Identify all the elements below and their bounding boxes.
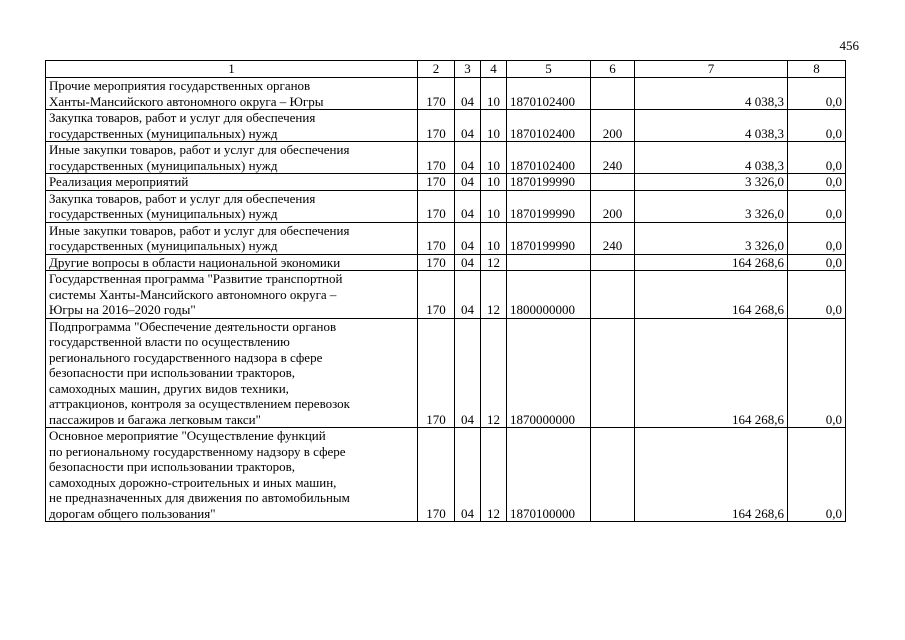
header-cell: 3: [455, 61, 481, 78]
description-cell: [46, 318, 418, 428]
header-cell: 1: [46, 61, 418, 78]
admin-code-cell: 170: [418, 428, 455, 522]
amount-cell: 4 038,3: [635, 142, 788, 174]
header-cell: 5: [507, 61, 591, 78]
admin-code-cell: 170: [418, 318, 455, 428]
subvention-cell: 0,0: [788, 428, 846, 522]
admin-code-cell: 170: [418, 110, 455, 142]
header-cell: 6: [591, 61, 635, 78]
subvention-cell: 0,0: [788, 318, 846, 428]
amount-cell: 164 268,6: [635, 318, 788, 428]
section-cell: 04: [455, 271, 481, 319]
target-article-cell: 1870000000: [507, 318, 591, 428]
amount-cell: 4 038,3: [635, 110, 788, 142]
expense-type-cell: 240: [591, 222, 635, 254]
section-cell: 04: [455, 78, 481, 110]
subsection-cell: 12: [481, 318, 507, 428]
description-line: государственных (муниципальных) нужд: [49, 238, 278, 253]
description-line: государственных (муниципальных) нужд: [49, 157, 278, 173]
page-number: 456: [839, 38, 859, 53]
subsection-cell: 10: [481, 190, 507, 222]
description-line: по региональному государственному надзору в сфере: [49, 443, 346, 459]
subvention-cell: 0,0: [788, 271, 846, 319]
subsection-cell: 10: [481, 78, 507, 110]
subsection-cell: 10: [481, 222, 507, 254]
table-row: [46, 271, 846, 319]
subvention-cell: 0,0: [788, 222, 846, 254]
description-line: безопасности при использовании тракторов,: [49, 459, 296, 474]
subvention-cell: 0,0: [788, 254, 846, 271]
table-row: [46, 142, 846, 174]
description-line: Югры на 2016–2020 годы": [49, 302, 196, 317]
subsection-cell: 12: [481, 254, 507, 271]
subvention-cell: 0,0: [788, 78, 846, 110]
table-row: [46, 174, 846, 191]
admin-code-cell: 170: [418, 254, 455, 271]
header-cell: 2: [418, 61, 455, 78]
amount-cell: 164 268,6: [635, 254, 788, 271]
description-line: Государственная программа "Развитие транспортной: [49, 271, 343, 286]
amount-cell: 164 268,6: [635, 428, 788, 522]
description-line: аттракционов, контроля за осуществлением перевозок: [49, 396, 350, 411]
table-body: [46, 61, 846, 522]
subsection-cell: 12: [481, 428, 507, 522]
admin-code-cell: 170: [418, 190, 455, 222]
description-line: Закупка товаров, работ и услуг для обеспечения: [49, 190, 316, 206]
expense-type-cell: [591, 428, 635, 522]
table-row: [46, 78, 846, 110]
section-cell: 04: [455, 174, 481, 191]
expense-type-cell: [591, 271, 635, 319]
subsection-cell: 12: [481, 271, 507, 319]
admin-code-cell: 170: [418, 174, 455, 191]
amount-cell: 4 038,3: [635, 78, 788, 110]
section-cell: 04: [455, 142, 481, 174]
expense-type-cell: 200: [591, 110, 635, 142]
description-cell: [46, 271, 418, 319]
target-article-cell: 1870102400: [507, 142, 591, 174]
table-row: [46, 222, 846, 254]
table-row: [46, 110, 846, 142]
description-line: государственных (муниципальных) нужд: [49, 206, 278, 221]
table-row: [46, 254, 846, 271]
description-line: государственных (муниципальных) нужд: [49, 125, 278, 141]
description-cell: [46, 254, 418, 271]
subsection-cell: 10: [481, 142, 507, 174]
target-article-cell: 1870100000: [507, 428, 591, 522]
header-cell: 4: [481, 61, 507, 78]
table-row: [46, 318, 846, 428]
description-cell: [46, 142, 418, 174]
subsection-cell: 10: [481, 174, 507, 191]
description-line: Ханты-Мансийского автономного округа – Югры: [49, 93, 324, 109]
target-article-cell: 1870102400: [507, 110, 591, 142]
amount-cell: 164 268,6: [635, 271, 788, 319]
target-article-cell: 1870199990: [507, 174, 591, 191]
table-row: [46, 428, 846, 522]
description-line: Подпрограмма "Обеспечение деятельности органов: [49, 318, 337, 334]
description-line: безопасности при использовании тракторов,: [49, 365, 296, 380]
target-article-cell: [507, 254, 591, 271]
description-line: государственной власти по осуществлению: [49, 334, 290, 349]
budget-table: [45, 60, 846, 522]
expense-type-cell: [591, 174, 635, 191]
description-cell: [46, 78, 418, 110]
target-article-cell: 1800000000: [507, 271, 591, 319]
description-line: пассажиров и багажа легковым такси": [49, 411, 261, 427]
admin-code-cell: 170: [418, 78, 455, 110]
amount-cell: 3 326,0: [635, 190, 788, 222]
description-cell: [46, 110, 418, 142]
table-row: [46, 190, 846, 222]
table-header-row: [46, 61, 846, 78]
description-line: не предназначенных для движения по автомобильным: [49, 490, 350, 505]
description-cell: [46, 174, 418, 191]
target-article-cell: 1870199990: [507, 222, 591, 254]
section-cell: 04: [455, 428, 481, 522]
description-line: самоходных машин, других видов техники,: [49, 380, 289, 396]
description-line: Реализация мероприятий: [49, 174, 189, 189]
subsection-cell: 10: [481, 110, 507, 142]
expense-type-cell: 240: [591, 142, 635, 174]
header-cell: 7: [635, 61, 788, 78]
admin-code-cell: 170: [418, 222, 455, 254]
section-cell: 04: [455, 222, 481, 254]
expense-type-cell: [591, 254, 635, 271]
description-line: системы Ханты-Мансийского автономного округа –: [49, 286, 337, 302]
section-cell: 04: [455, 190, 481, 222]
header-cell: 8: [788, 61, 846, 78]
description-cell: [46, 428, 418, 522]
expense-type-cell: [591, 318, 635, 428]
amount-cell: 3 326,0: [635, 174, 788, 191]
description-line: Другие вопросы в области национальной экономики: [49, 254, 341, 270]
description-line: регионального государственного надзора в сфере: [49, 349, 323, 365]
description-cell: [46, 190, 418, 222]
subvention-cell: 0,0: [788, 142, 846, 174]
section-cell: 04: [455, 110, 481, 142]
description-cell: [46, 222, 418, 254]
description-line: Иные закупки товаров, работ и услуг для обеспечения: [49, 222, 350, 238]
section-cell: 04: [455, 318, 481, 428]
subvention-cell: 0,0: [788, 174, 846, 191]
admin-code-cell: 170: [418, 142, 455, 174]
description-line: Основное мероприятие "Осуществление функций: [49, 428, 326, 443]
description-line: Закупка товаров, работ и услуг для обеспечения: [49, 110, 316, 125]
amount-cell: 3 326,0: [635, 222, 788, 254]
expense-type-cell: [591, 78, 635, 110]
description-line: Прочие мероприятия государственных органов: [49, 78, 311, 93]
section-cell: 04: [455, 254, 481, 271]
description-line: Иные закупки товаров, работ и услуг для обеспечения: [49, 142, 350, 157]
subvention-cell: 0,0: [788, 110, 846, 142]
target-article-cell: 1870199990: [507, 190, 591, 222]
description-line: дорогам общего пользования": [49, 505, 216, 521]
description-line: самоходных дорожно-строительных и иных машин,: [49, 474, 337, 490]
target-article-cell: 1870102400: [507, 78, 591, 110]
admin-code-cell: 170: [418, 271, 455, 319]
expense-type-cell: 200: [591, 190, 635, 222]
subvention-cell: 0,0: [788, 190, 846, 222]
